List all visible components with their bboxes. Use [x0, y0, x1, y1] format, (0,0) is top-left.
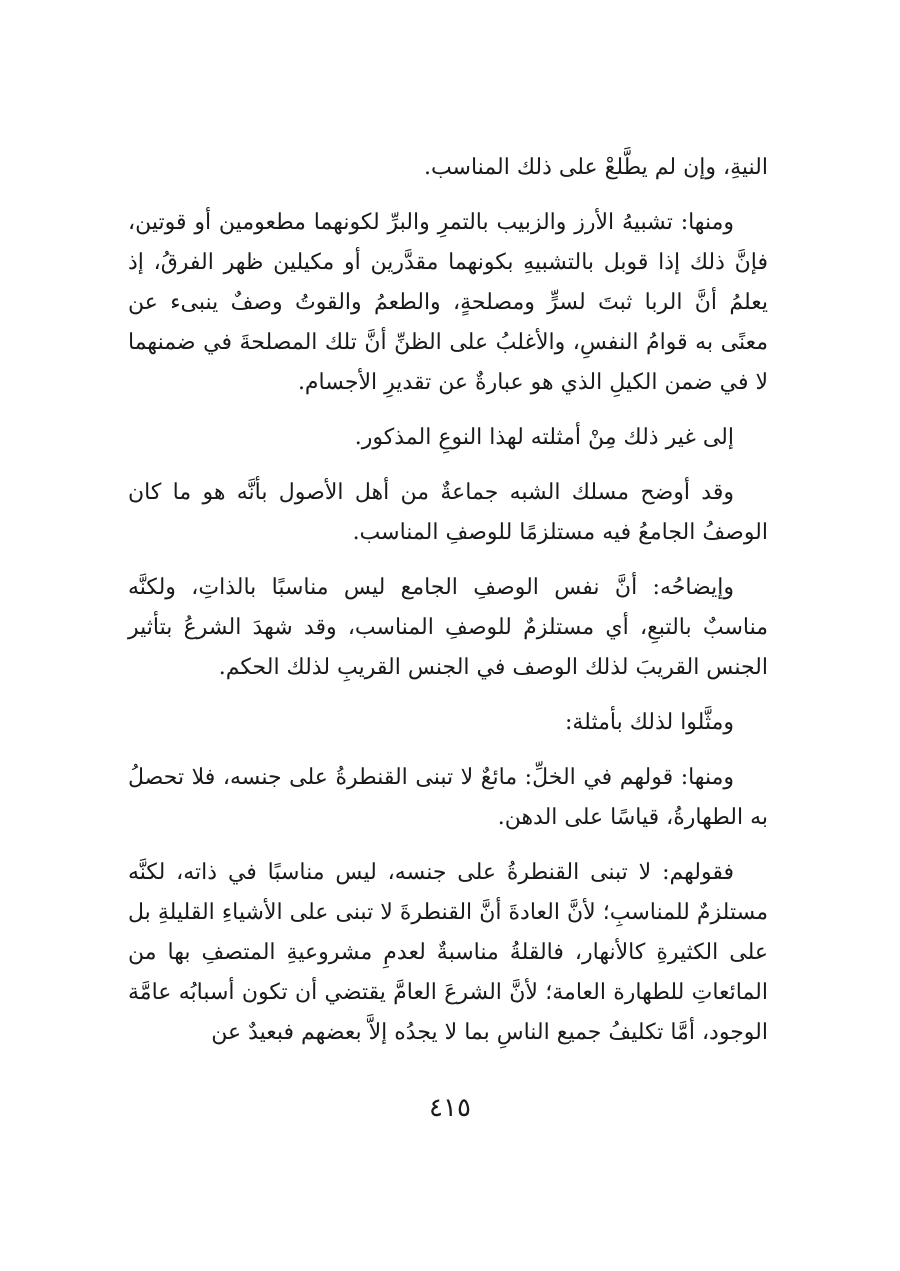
- paragraph-1: النيةِ، وإن لم يطَّلعْ على ذلك المناسب.: [423, 155, 768, 180]
- paragraph-4: وقد أوضح مسلك الشبه جماعةٌ من أهل الأصول بأنَّه هو ما كان الوصفُ الجامعُ فيه مستلزمًا للوصفِ المناسب.: [128, 480, 768, 545]
- paragraph-7: ومنها: قولهم في الخلِّ: مائعٌ لا تبنى القنطرةُ على جنسه، فلا تحصلُ به الطهارةُ، قياسًا على الدهن.: [128, 765, 768, 830]
- paragraph-5: وإيضاحُه: أنَّ نفس الوصفِ الجامع ليس مناسبًا بالذاتِ، ولكنَّه مناسبٌ بالتبعِ، أي مستلزمٌ للوصفِ المناسب، وقد شهدَ الشرعُ بتأثير الجنس القريبَ لذلك الوصف في الجنس القريبِ لذلك الحكم.: [128, 575, 768, 680]
- page-body: [128, 148, 768, 1068]
- page-number: ٤١٥: [429, 1093, 471, 1123]
- paragraph-3: إلى غير ذلك مِنْ أمثلته لهذا النوعِ المذكور.: [354, 425, 734, 450]
- paragraph-6: ومثَّلوا لذلك بأمثلة:: [564, 710, 734, 735]
- paragraph-2: ومنها: تشبيهُ الأرز والزبيب بالتمرِ والبرِّ لكونهما مطعومين أو قوتين، فإنَّ ذلك إذا قوبل بالتشبيهِ بكونهما مقدَّرين أو مكيلين ظهر الفرقُ، إذ يعلمُ أنَّ الربا ثبتَ لسرٍّ ومصلحةٍ، والطعمُ والقوتُ وصفٌ ينبىء عن معنًى به قوامُ النفسِ، والأغلبُ على الظنِّ أنَّ تلك المصلحةَ في ضمنهما لا في ضمن الكيلِ الذي هو عبارةٌ عن تقديرِ الأجسام.: [128, 210, 768, 395]
- paragraph-8: فقولهم: لا تبنى القنطرةُ على جنسه، ليس مناسبًا في ذاته، لكنَّه مستلزمٌ للمناسبِ؛ لأنَّ العادةَ أنَّ القنطرةَ لا تبنى على الأشياءِ القليلةِ بل على الكثيرةِ كالأنهار، فالقلةُ مناسبةٌ لعدمِ مشروعيةِ المتصفِ بها من المائعاتِ للطهارة العامة؛ لأنَّ الشرعَ العامَّ يقتضي أن تكون أسبابُه عامَّة الوجود، أمَّا تكليفُ جميع الناسِ بما لا يجدُه إلاَّ بعضهم فبعيدٌ عن: [128, 860, 768, 1045]
